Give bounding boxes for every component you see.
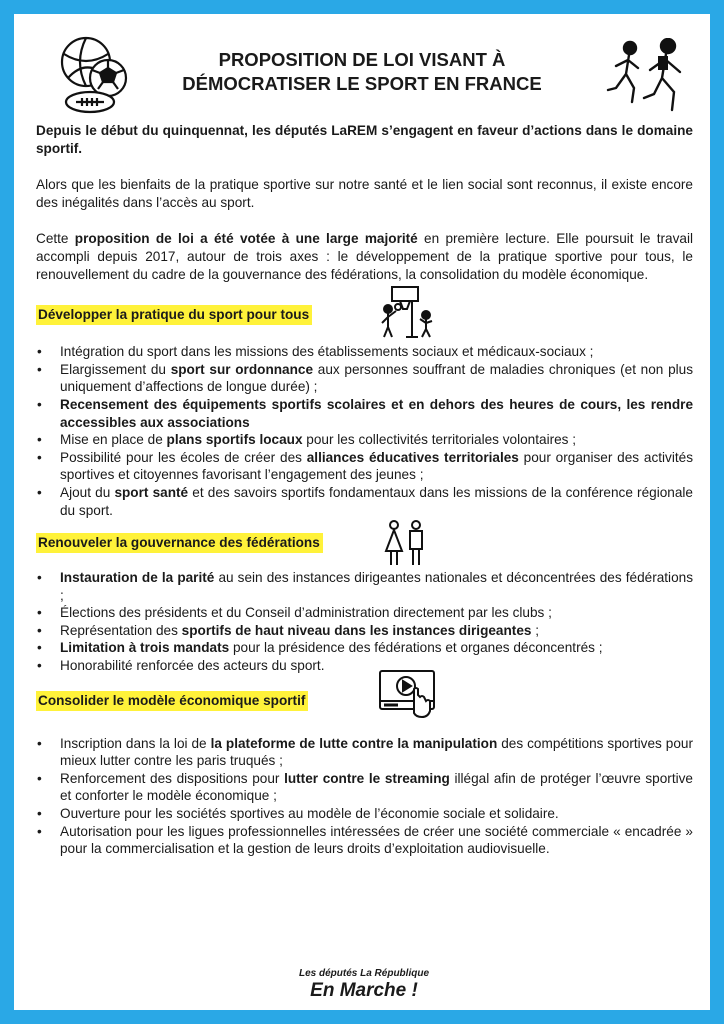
summary-text: Cette [36,231,75,247]
list-item [36,805,693,823]
list-item [36,604,693,622]
item-emphasis: plans sportifs locaux [166,432,303,448]
item-text: aux personnes souffrant de maladies chroniques (et non plus uniquement d’affections de longue durée) ; [60,361,694,395]
summary-text: en première lecture. Elle poursuit le travail accompli depuis 2017, autour de trois axes : le développement de la pratique sportive pour tous, le renouvellement du cadre de la gouvernance des fédérations, la consolidation du modèle économique. [36,231,693,282]
list-item [36,622,693,640]
list-item [36,735,693,770]
item-emphasis: alliances éducatives territoriales [306,449,519,465]
section-title: Renouveler la gouvernance des fédérations [36,533,323,553]
item-text: ; [531,622,540,638]
list-item [36,431,693,449]
list-item [36,639,693,657]
item-text: illégal afin de protéger l’œuvre sportive et conforter le modèle économique ; [60,770,693,804]
list-item [36,770,693,805]
practice-list [36,343,693,519]
list-item [36,449,693,484]
item-text: pour organiser des activités sportives et citoyennes favorisant l’engagement des jeunes ; [60,449,693,483]
title-line-2: DÉMOCRATISER LE SPORT EN FRANCE [182,73,542,94]
document-page [14,14,710,1010]
list-item [36,343,693,361]
footer-line-1: Les députés La République [298,968,430,979]
footer-line-2: En Marche ! [310,980,418,1001]
item-text: Autorisation pour les ligues professionnelles intéressées de créer une société commerciale « encadrée » pour la commercialisation et la gestion de leurs droits d’exploitation audiovisuelle. [60,823,693,857]
item-emphasis: lutter contre le streaming [284,770,450,786]
item-text: pour la présidence des fédérations et organes déconcentrés ; [229,640,603,656]
intro-paragraph: Depuis le début du quinquennat, les députés LaREM s’engagent en faveur d’actions dans le domaine sportif. [36,123,693,156]
basketball-players-icon [376,285,436,341]
parity-people-icon [382,519,428,567]
page-title [134,48,590,96]
item-text: Renforcement des dispositions pour [60,770,285,786]
item-text: Mise en place de [60,432,167,448]
item-text: Inscription dans la loi de [60,735,211,751]
list-item [36,823,693,858]
sports-balls-icon [56,34,132,120]
section-title: Développer la pratique du sport pour tous [36,305,312,325]
context-paragraph: Alors que les bienfaits de la pratique sportive sur notre santé et le lien social sont reconnus, il existe encore des inégalités dans l’accès au sport. [36,177,693,210]
list-item [36,361,693,396]
list-item [36,396,693,431]
footer-signature [244,968,484,1002]
item-text: et des savoirs sportifs fondamentaux dans les missions de la conférence régionale du sport. [60,484,693,518]
summary-emphasis: proposition de loi a été votée à une large majorité [74,231,418,247]
item-emphasis: Limitation à trois mandats [60,640,230,656]
title-line-1: PROPOSITION DE LOI VISANT À [218,49,506,70]
item-text: Ouverture pour les sociétés sportives au modèle de l’économie sociale et solidaire. [60,806,559,822]
item-text: Représentation des [60,622,182,638]
list-item [36,569,693,604]
item-text: Intégration du sport dans les missions des établissements sociaux et médicaux-sociaux ; [60,344,594,360]
item-text: Elargissement du [60,361,171,377]
section-heading-economy [36,691,693,713]
item-text: Possibilité pour les écoles de créer des [60,449,307,465]
item-text: Ajout du [60,484,115,500]
item-text: Honorabilité renforcée des acteurs du sport. [60,658,325,674]
video-player-icon [378,669,438,719]
section-title: Consolider le modèle économique sportif [36,691,308,711]
summary-paragraph [36,230,693,283]
item-text: au sein des instances dirigeantes nationales et déconcentrées des fédérations ; [60,570,693,603]
item-emphasis: Recensement des équipements sportifs scolaires et en dehors des heures de cours, les rendre accessibles aux associations [60,396,693,430]
item-emphasis: sport sur ordonnance [170,361,314,377]
item-emphasis: Instauration de la parité [60,570,215,586]
item-text: pour les collectivités territoriales volontaires ; [302,432,577,448]
main-content [36,122,693,858]
governance-list [36,569,693,675]
item-text: Élections des présidents et du Conseil d’administration directement par les clubs ; [60,605,552,621]
item-emphasis: sportifs de haut niveau dans les instances dirigeantes [181,622,532,638]
list-item [36,484,693,519]
section-heading-practice [36,305,693,327]
item-emphasis: la plateforme de lutte contre la manipulation [210,735,498,751]
economy-list [36,735,693,858]
item-emphasis: sport santé [114,484,189,500]
item-text: des compétitions sportives pour mieux lutter contre les paris truqués ; [60,735,693,769]
section-heading-governance [36,533,693,555]
list-item [36,657,693,675]
runners-icon [602,38,698,114]
